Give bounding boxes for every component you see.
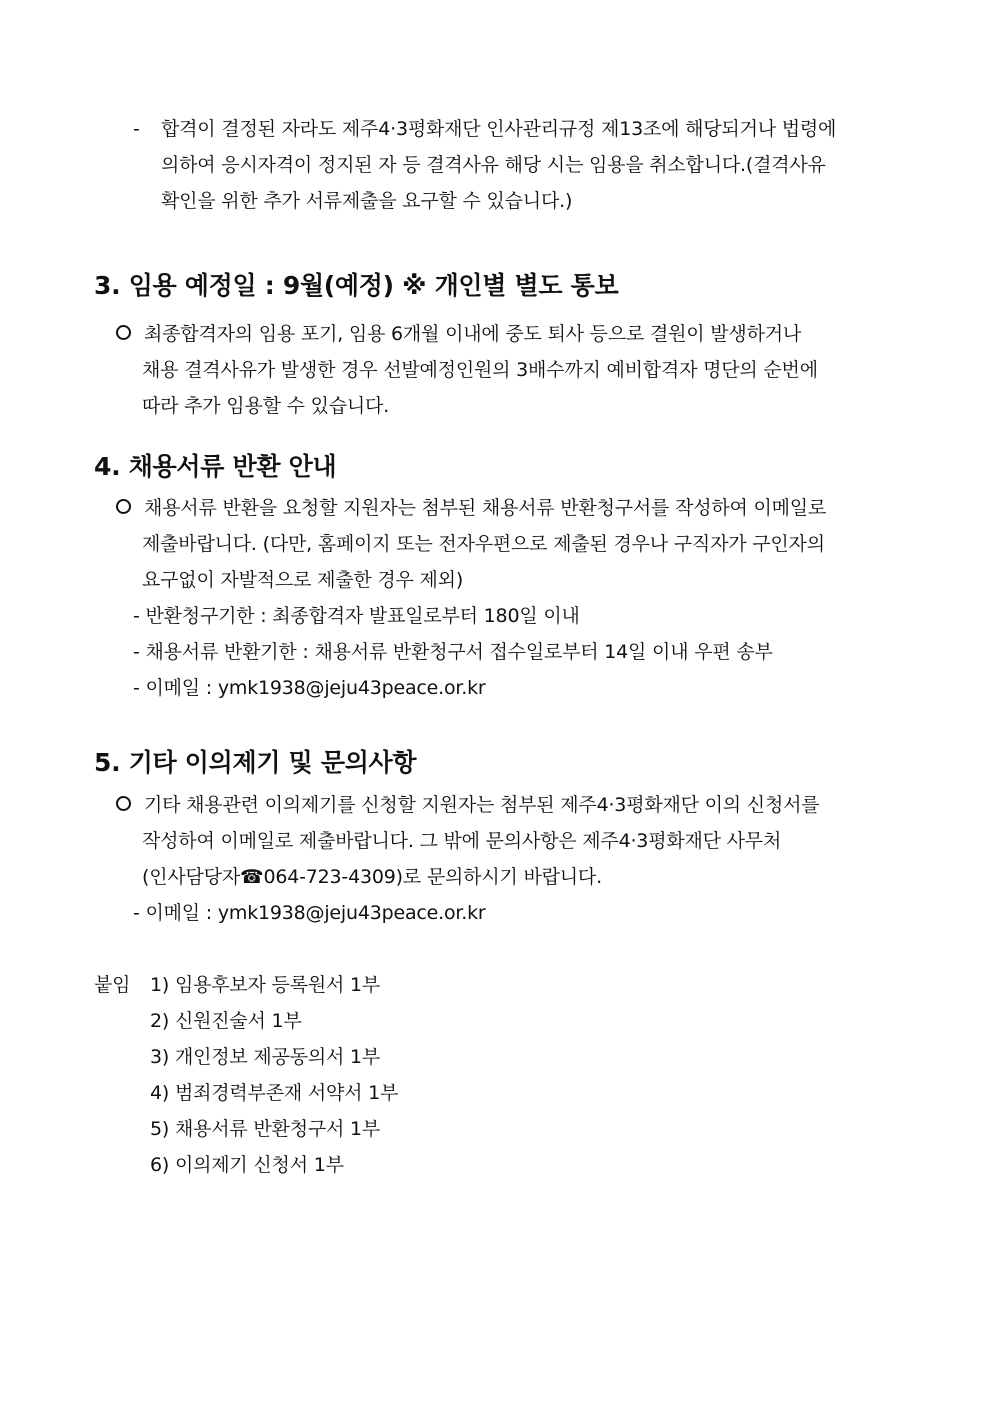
attachment-item: 1) 임용후보자 등록원서 1부 [150, 974, 381, 996]
attachment-item: 3) 개인정보 제공동의서 1부 [150, 1046, 381, 1068]
section4-item-1: - 반환청구기한 : 최종합격자 발표일로부터 180일 이내 [133, 605, 580, 627]
circle-bullet-icon [116, 796, 131, 811]
section4-bullet-line-1: 채용서류 반환을 요청할 지원자는 첨부된 채용서류 반환청구서를 작성하여 이메일로 [116, 495, 826, 521]
section4-bullet-line-2: 제출바랍니다. (다만, 홈페이지 또는 전자우편으로 제출된 경우나 구직자가 구인자의 [142, 533, 825, 555]
section3-bullet-line-1: 최종합격자의 임용 포기, 임용 6개월 이내에 중도 퇴사 등으로 결원이 발생하거나 [116, 321, 801, 347]
circle-bullet-icon [116, 499, 131, 514]
section4-bullet-line-3: 요구없이 자발적으로 제출한 경우 제외) [142, 569, 464, 591]
intro-dash: - [133, 118, 140, 140]
attachment-item: 6) 이의제기 신청서 1부 [150, 1154, 344, 1176]
section5-email: - 이메일 : ymk1938@jeju43peace.or.kr [133, 902, 486, 924]
attachment-item: 4) 범죄경력부존재 서약서 1부 [150, 1082, 399, 1104]
section3-bullet-line-3: 따라 추가 임용할 수 있습니다. [142, 395, 390, 417]
section5-bullet-line-3: (인사담당자☎064-723-4309)로 문의하시기 바랍니다. [142, 866, 602, 888]
section3-bullet-line-2: 채용 결격사유가 발생한 경우 선발예정인원의 3배수까지 예비합격자 명단의 순번에 [142, 359, 818, 381]
intro-line-1: 합격이 결정된 자라도 제주4·3평화재단 인사관리규정 제13조에 해당되거나 법령에 [161, 118, 837, 140]
attachments-label: 붙임 [94, 974, 131, 996]
section4-item-2: - 채용서류 반환기한 : 채용서류 반환청구서 접수일로부터 14일 이내 우편 송부 [133, 641, 773, 663]
attachment-item: 5) 채용서류 반환청구서 1부 [150, 1118, 381, 1140]
section5-heading: 5. 기타 이의제기 및 문의사항 [94, 748, 417, 777]
section4-email: - 이메일 : ymk1938@jeju43peace.or.kr [133, 677, 486, 699]
intro-line-3: 확인을 위한 추가 서류제출을 요구할 수 있습니다.) [161, 190, 573, 212]
section4-heading: 4. 채용서류 반환 안내 [94, 452, 337, 481]
section5-bullet-line-1: 기타 채용관련 이의제기를 신청할 지원자는 첨부된 제주4·3평화재단 이의 신청서를 [116, 792, 819, 818]
attachment-item: 2) 신원진술서 1부 [150, 1010, 302, 1032]
section3-heading: 3. 임용 예정일 : 9월(예정) ※ 개인별 별도 통보 [94, 271, 619, 300]
intro-line-2: 의하여 응시자격이 정지된 자 등 결격사유 해당 시는 임용을 취소합니다.(결격사유 [161, 154, 826, 176]
section5-bullet-line-2: 작성하여 이메일로 제출바랍니다. 그 밖에 문의사항은 제주4·3평화재단 사무처 [142, 830, 782, 852]
circle-bullet-icon [116, 325, 131, 340]
